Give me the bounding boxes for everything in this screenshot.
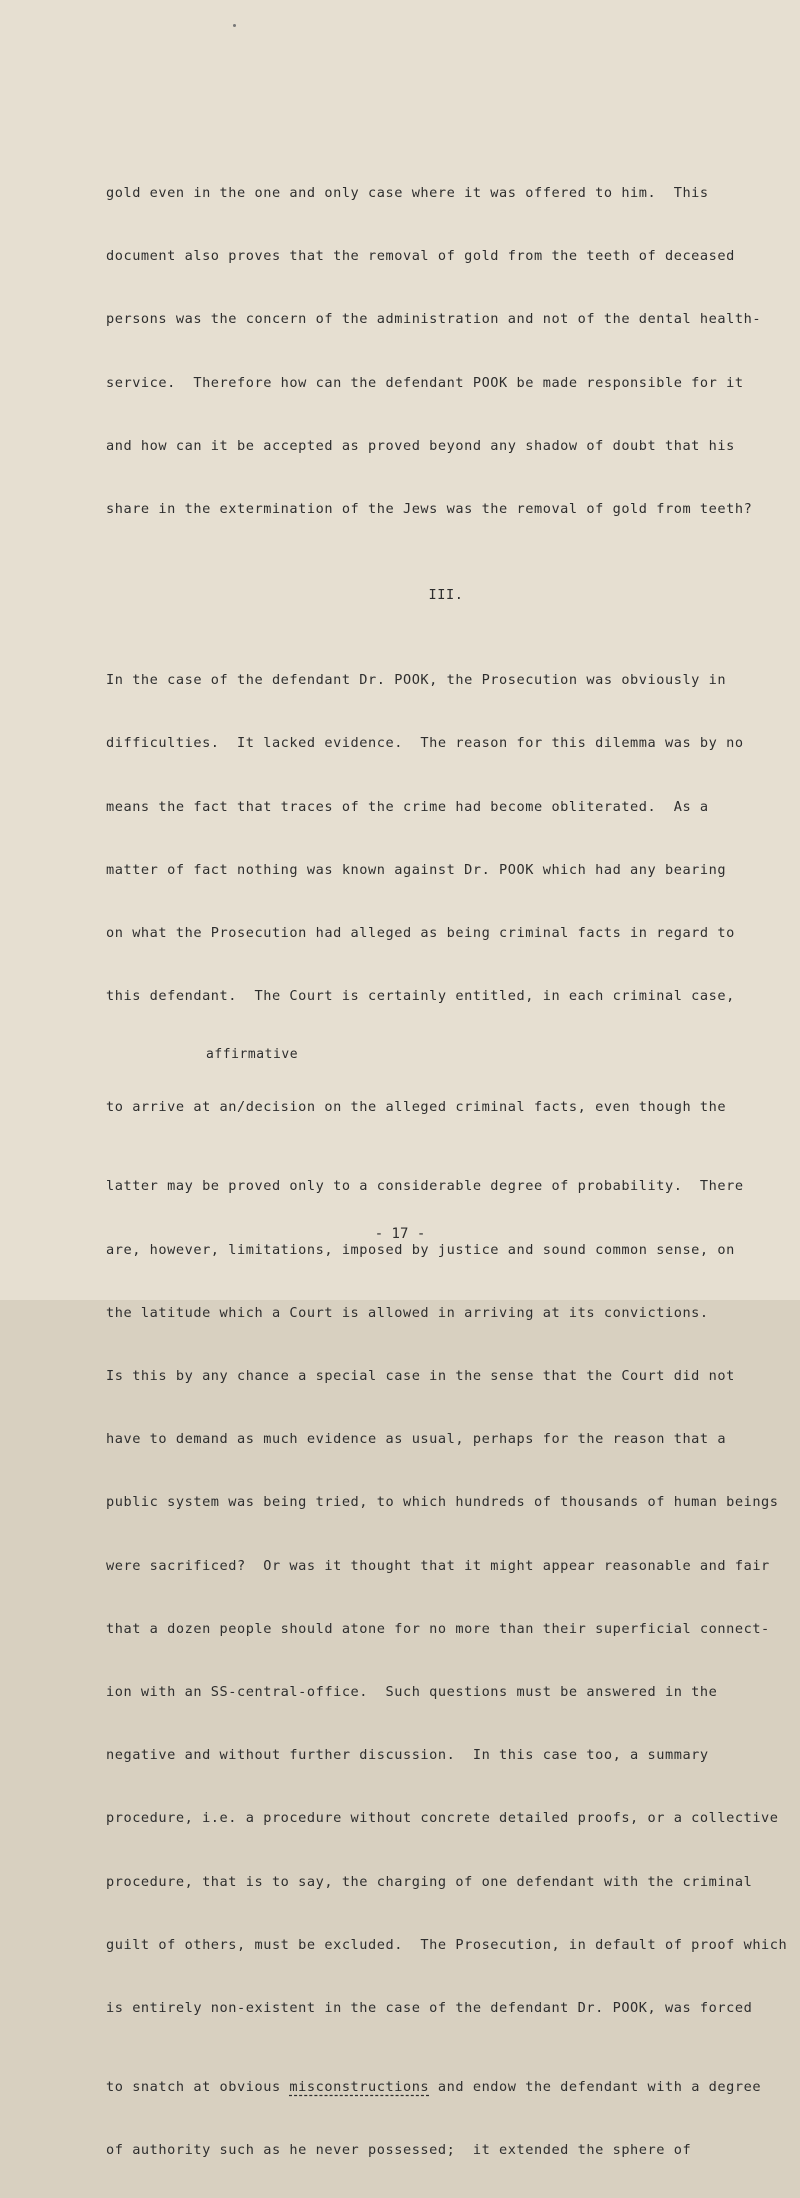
text-line: latter may be proved only to a considerable degree of probability. There [106,1178,744,1195]
text-line: procedure, that is to say, the charging of one defendant with the criminal [106,1873,753,1890]
text-line: Is this by any chance a special case in the sense that the Court did not [106,1368,735,1384]
text-line: is entirely non-existent in the case of the defendant Dr. POOK, was forced [106,1999,753,2016]
section-heading: III. [428,587,464,604]
text-line: that a dozen people should atone for no more than their superficial connect- [106,1620,770,1637]
text-line: negative and without further discussion. In this case too, a summary [106,1747,709,1764]
page-number: - 17 - [374,1226,426,1242]
text-line: of authority such as he never possessed; it extended the sphere of [106,2142,692,2159]
text-line: this defendant. The Court is certainly entitled, in each criminal case, [106,988,735,1005]
text-line: In the case of the defendant Dr. POOK, the Prosecution was obviously in [106,672,727,689]
body-text: gold even in the one and only case where it was offered to him. This document also proves that the removal of gold from the teeth of deceased persons was the concern of the administration and not of the dental health- service. Therefore how can the defendant POOK be made responsible for it and how can it be accepted as proved beyond any shadow of doubt that his share in the extermination of the Jews was the removal of gold from teeth? III. In the case of the defendant Dr. POOK, the Prosecution was obviously in difficulties. It lacked evidence. The reason for this dilemma was by no means the fact that traces of the crime had become obliterated. As a matter of fact nothing was known against Dr. POOK which had any bearing on what the Prosecution had alleged as being criminal facts in regard to this defendant. The Court is certainly entitled, in each criminal case, affirmative to arrive at an/decision on the alleged criminal facts, even though the latter may be proved only to a considerable degree of probability. There are, however, limitations, imposed by justice and sound common sense, on the latitude which a Court is allowed in arriving at its convictions. Is this by any chance a special case in the sense that the Court did not have to demand as much evidence as usual, perhaps for the reason that a public system was being tried, to which hundreds of thousands of human beings were sacrificed? Or was it thought that it might appear reasonable and fair that a dozen people should atone for no more than their superficial connect- ion with an SS-central-office. Such questions must be answered in the negative and without further discussion. In this case too, a summary procedure, i.e. a procedure without concrete detailed proofs, or a collective procedure, that is to say, the charging of one defendant with the criminal guilt of others, must be excluded. The Prosecution, in default of proof which is entirely non-existent in the case of the defendant Dr. POOK, was forced to snatch at obvious misconstructions and endow the defendant with a degree of authority such as he never possessed; it extended the sphere of [106,146,786,2198]
text-line: difficulties. It lacked evidence. The reason for this dilemma was by no [106,735,744,752]
text-line: the latitude which a Court is allowed in arriving at its convictions. [106,1304,709,1321]
text-segment: to snatch at obvious [106,2079,290,2096]
text-line: on what the Prosecution had alleged as being criminal facts in regard to [106,924,735,941]
text-line: public system was being tried, to which hundreds of thousands of human beings [106,1494,779,1511]
text-line: are, however, limitations, imposed by justice and sound common sense, on [106,1241,735,1258]
text-line: gold even in the one and only case where it was offered to him. This [106,185,709,201]
text-line: were sacrificed? Or was it thought that it might appear reasonable and fair [106,1557,770,1574]
text-line: means the fact that traces of the crime had become obliterated. As a [106,798,709,815]
paper-mark [233,24,236,27]
text-line: have to demand as much evidence as usual, perhaps for the reason that a [106,1431,727,1448]
underlined-word: misconstructions [289,2079,430,2096]
text-line-underlined [106,2072,786,2103]
text-line: persons was the concern of the administration and not of the dental health- [106,311,762,328]
text-line: guilt of others, must be excluded. The Prosecution, in default of proof which [106,1936,788,1953]
text-line: service. Therefore how can the defendant POOK be made responsible for it [106,374,744,391]
text-line: document also proves that the removal of gold from the teeth of deceased [106,248,735,265]
text-line: share in the extermination of the Jews was the removal of gold from teeth? [106,500,753,517]
text-line: ion with an SS-central-office. Such questions must be answered in the [106,1683,718,1700]
text-segment: and endow the defendant with a degree [429,2079,762,2096]
text-line: matter of fact nothing was known against Dr. POOK which had any bearing [106,861,727,878]
text-line: and how can it be accepted as proved beyond any shadow of doubt that his [106,437,735,454]
text-line: to arrive at an/decision on the alleged criminal facts, even though the [106,1099,727,1116]
text-line: procedure, i.e. a procedure without concrete detailed proofs, or a collective [106,1810,779,1827]
